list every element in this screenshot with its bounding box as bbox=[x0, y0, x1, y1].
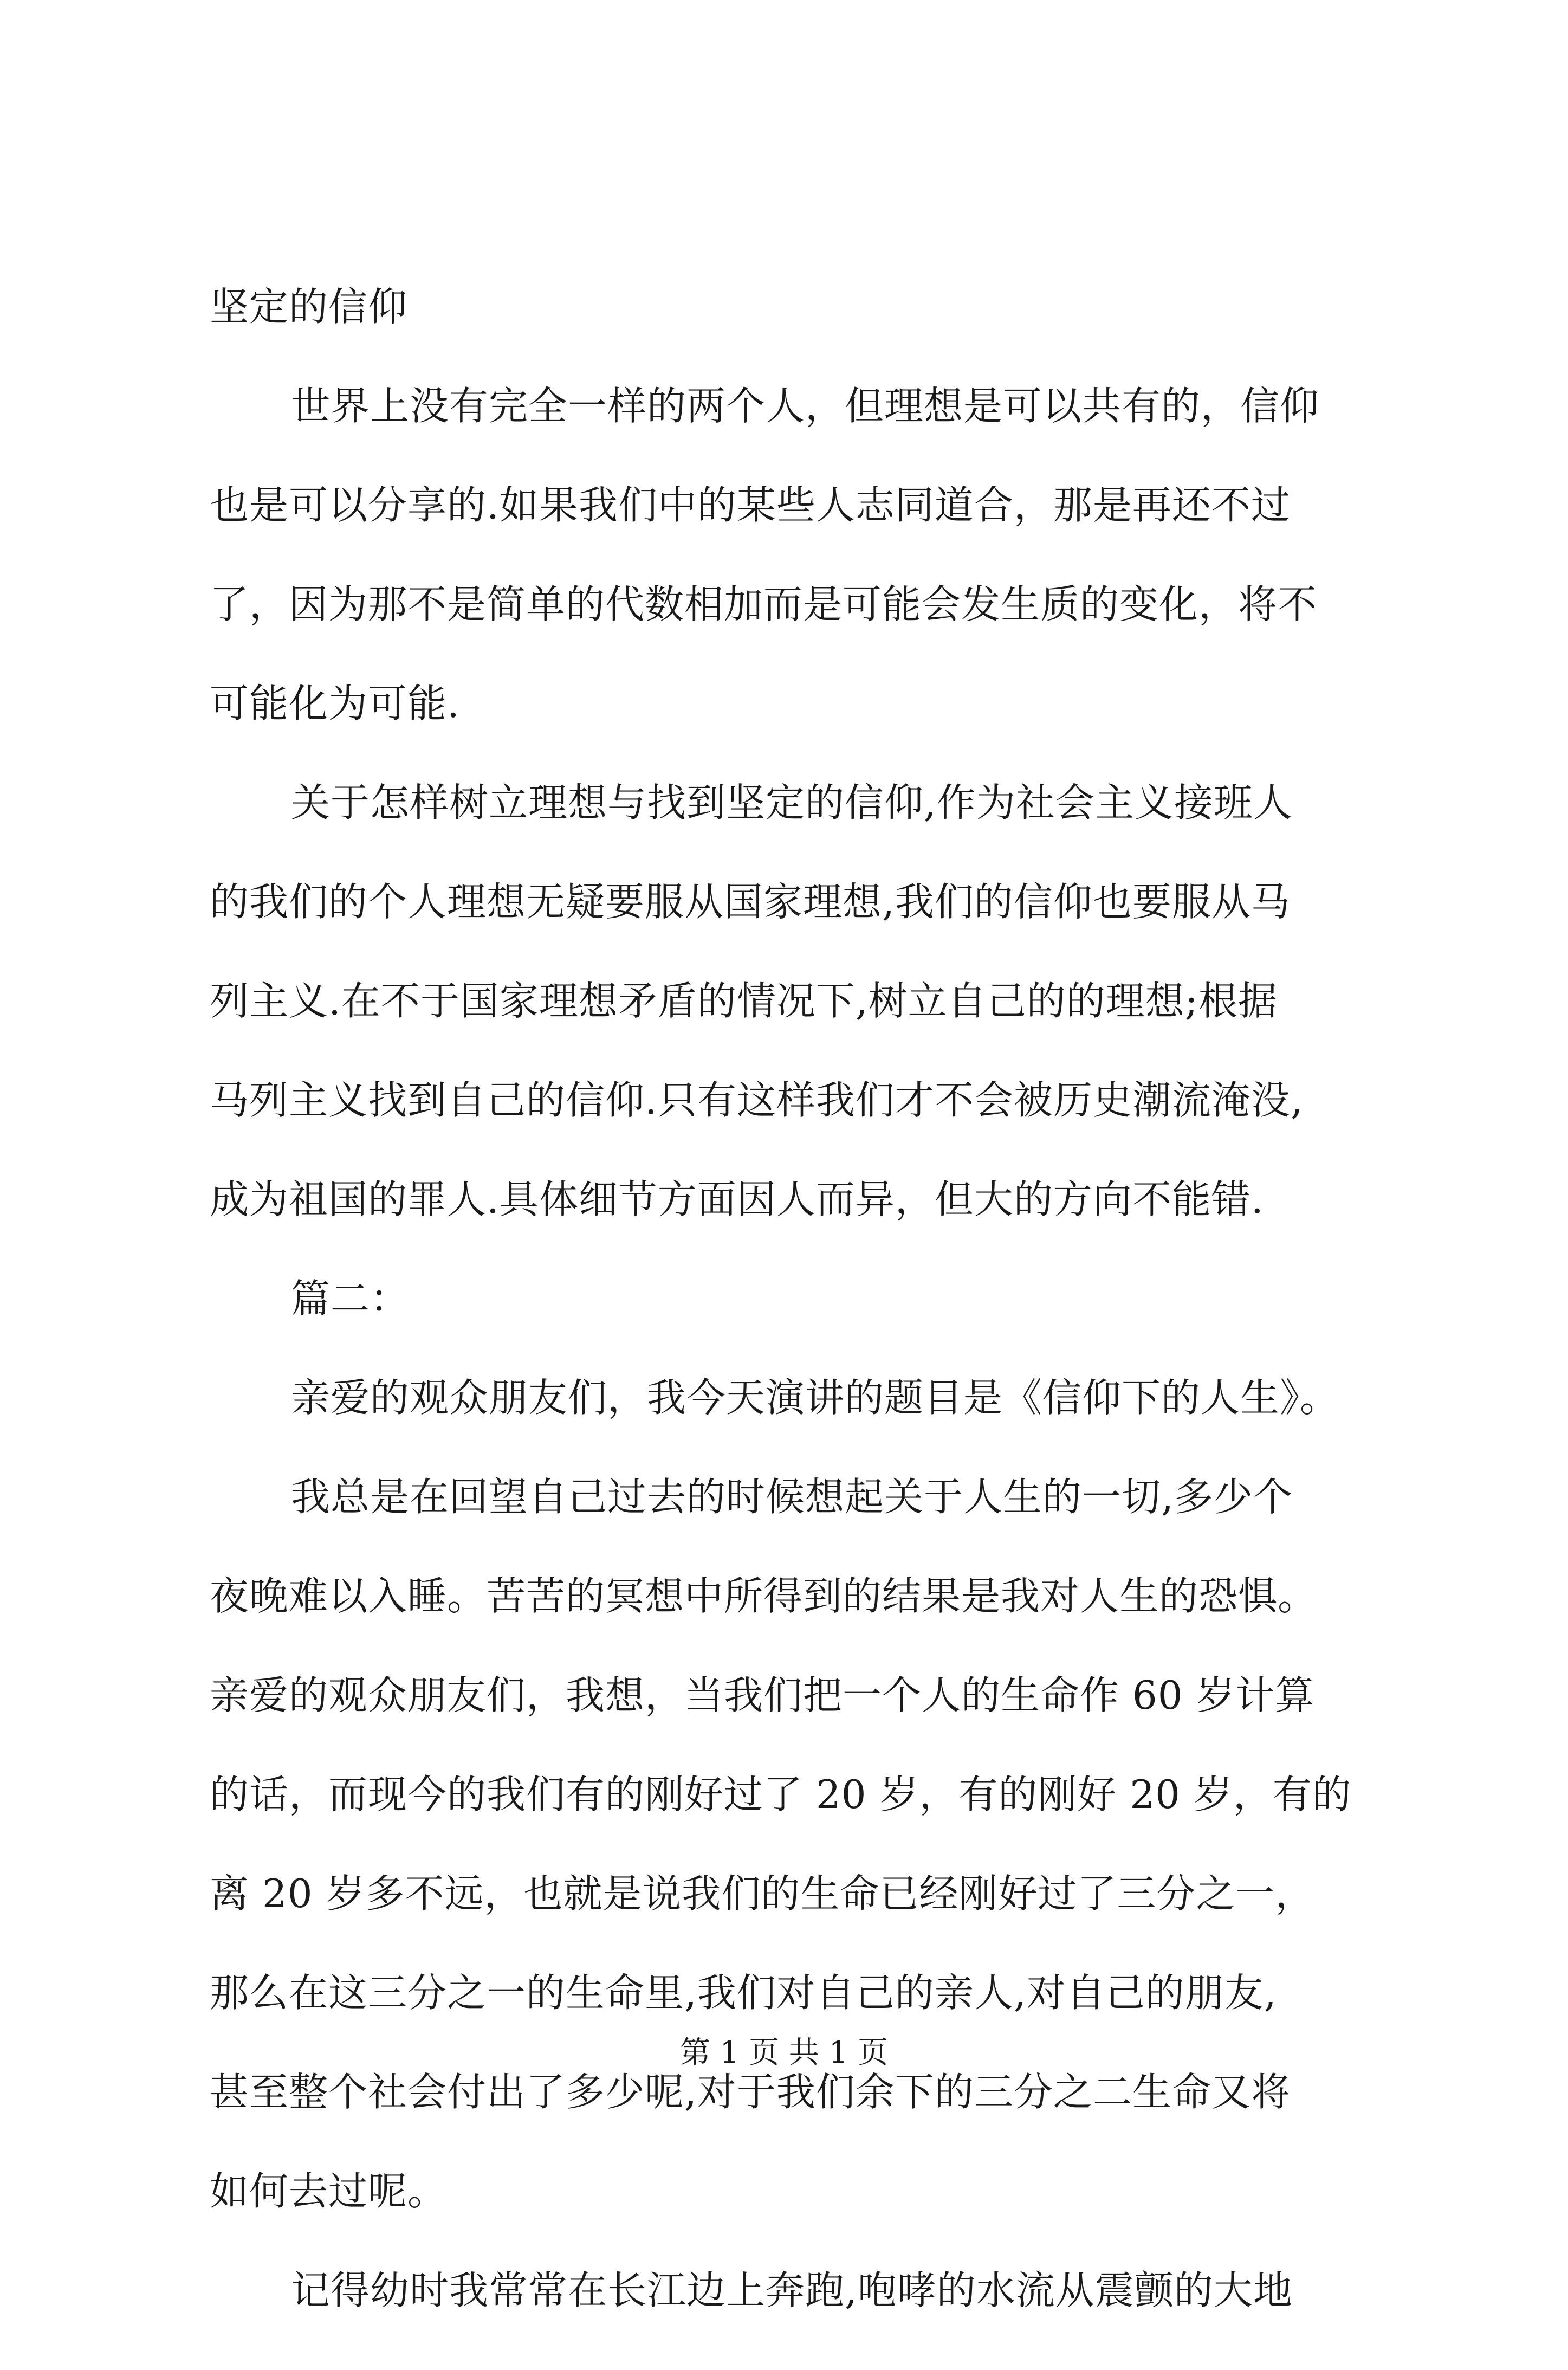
text-line: 记得幼时我常常在长江边上奔跑,咆哮的水流从震颤的大地 bbox=[291, 2268, 1293, 2313]
text-line: 甚至整个社会付出了多少呢,对于我们余下的三分之二生命又将 bbox=[210, 2069, 1291, 2115]
text-line: 成为祖国的罪人.具体细节方面因人而异，但大的方向不能错. bbox=[210, 1177, 1264, 1222]
text-line: 那么在这三分之一的生命里,我们对自己的亲人,对自己的朋友, bbox=[210, 1970, 1277, 2016]
text-line: 我总是在回望自己过去的时候想起关于人生的一切,多少个 bbox=[291, 1474, 1293, 1520]
text-line: 世界上没有完全一样的两个人，但理想是可以共有的，信仰 bbox=[291, 383, 1320, 429]
text-line: 可能化为可能. bbox=[210, 681, 460, 726]
text-line: 亲爱的观众朋友们，我今天演讲的题目是《信仰下的人生》。 bbox=[291, 1375, 1340, 1420]
text-line: 了，因为那不是简单的代数相加而是可能会发生质的变化，将不 bbox=[210, 582, 1318, 627]
text-line: 坚定的信仰 bbox=[210, 284, 408, 330]
text-line: 如何去过呢。 bbox=[210, 2168, 448, 2214]
text-line: 的我们的个人理想无疑要服从国家理想,我们的信仰也要服从马 bbox=[210, 879, 1291, 925]
text-line: 夜晚难以入睡。苦苦的冥想中所得到的结果是我对人生的恐惧。 bbox=[210, 1573, 1318, 1619]
text-line: 离 20 岁多不远，也就是说我们的生命已经刚好过了三分之一， bbox=[210, 1871, 1315, 1916]
text-line: 也是可以分享的.如果我们中的某些人志同道合，那是再还不过 bbox=[210, 482, 1291, 528]
text-line: 亲爱的观众朋友们，我想，当我们把一个人的生命作 60 岁计算 bbox=[210, 1672, 1315, 1718]
section-heading: 篇二： bbox=[291, 1276, 410, 1321]
text-line: 关于怎样树立理想与找到坚定的信仰,作为社会主义接班人 bbox=[291, 780, 1293, 825]
text-line: 列主义.在不于国家理想矛盾的情况下,树立自己的的理想;根据 bbox=[210, 978, 1278, 1024]
text-line: 的话，而现今的我们有的刚好过了 20 岁，有的刚好 20 岁，有的 bbox=[210, 1772, 1352, 1817]
text-line: 马列主义找到自己的信仰.只有这样我们才不会被历史潮流淹没, bbox=[210, 1077, 1304, 1123]
page-footer: 第 1 页 共 1 页 bbox=[679, 2035, 889, 2070]
